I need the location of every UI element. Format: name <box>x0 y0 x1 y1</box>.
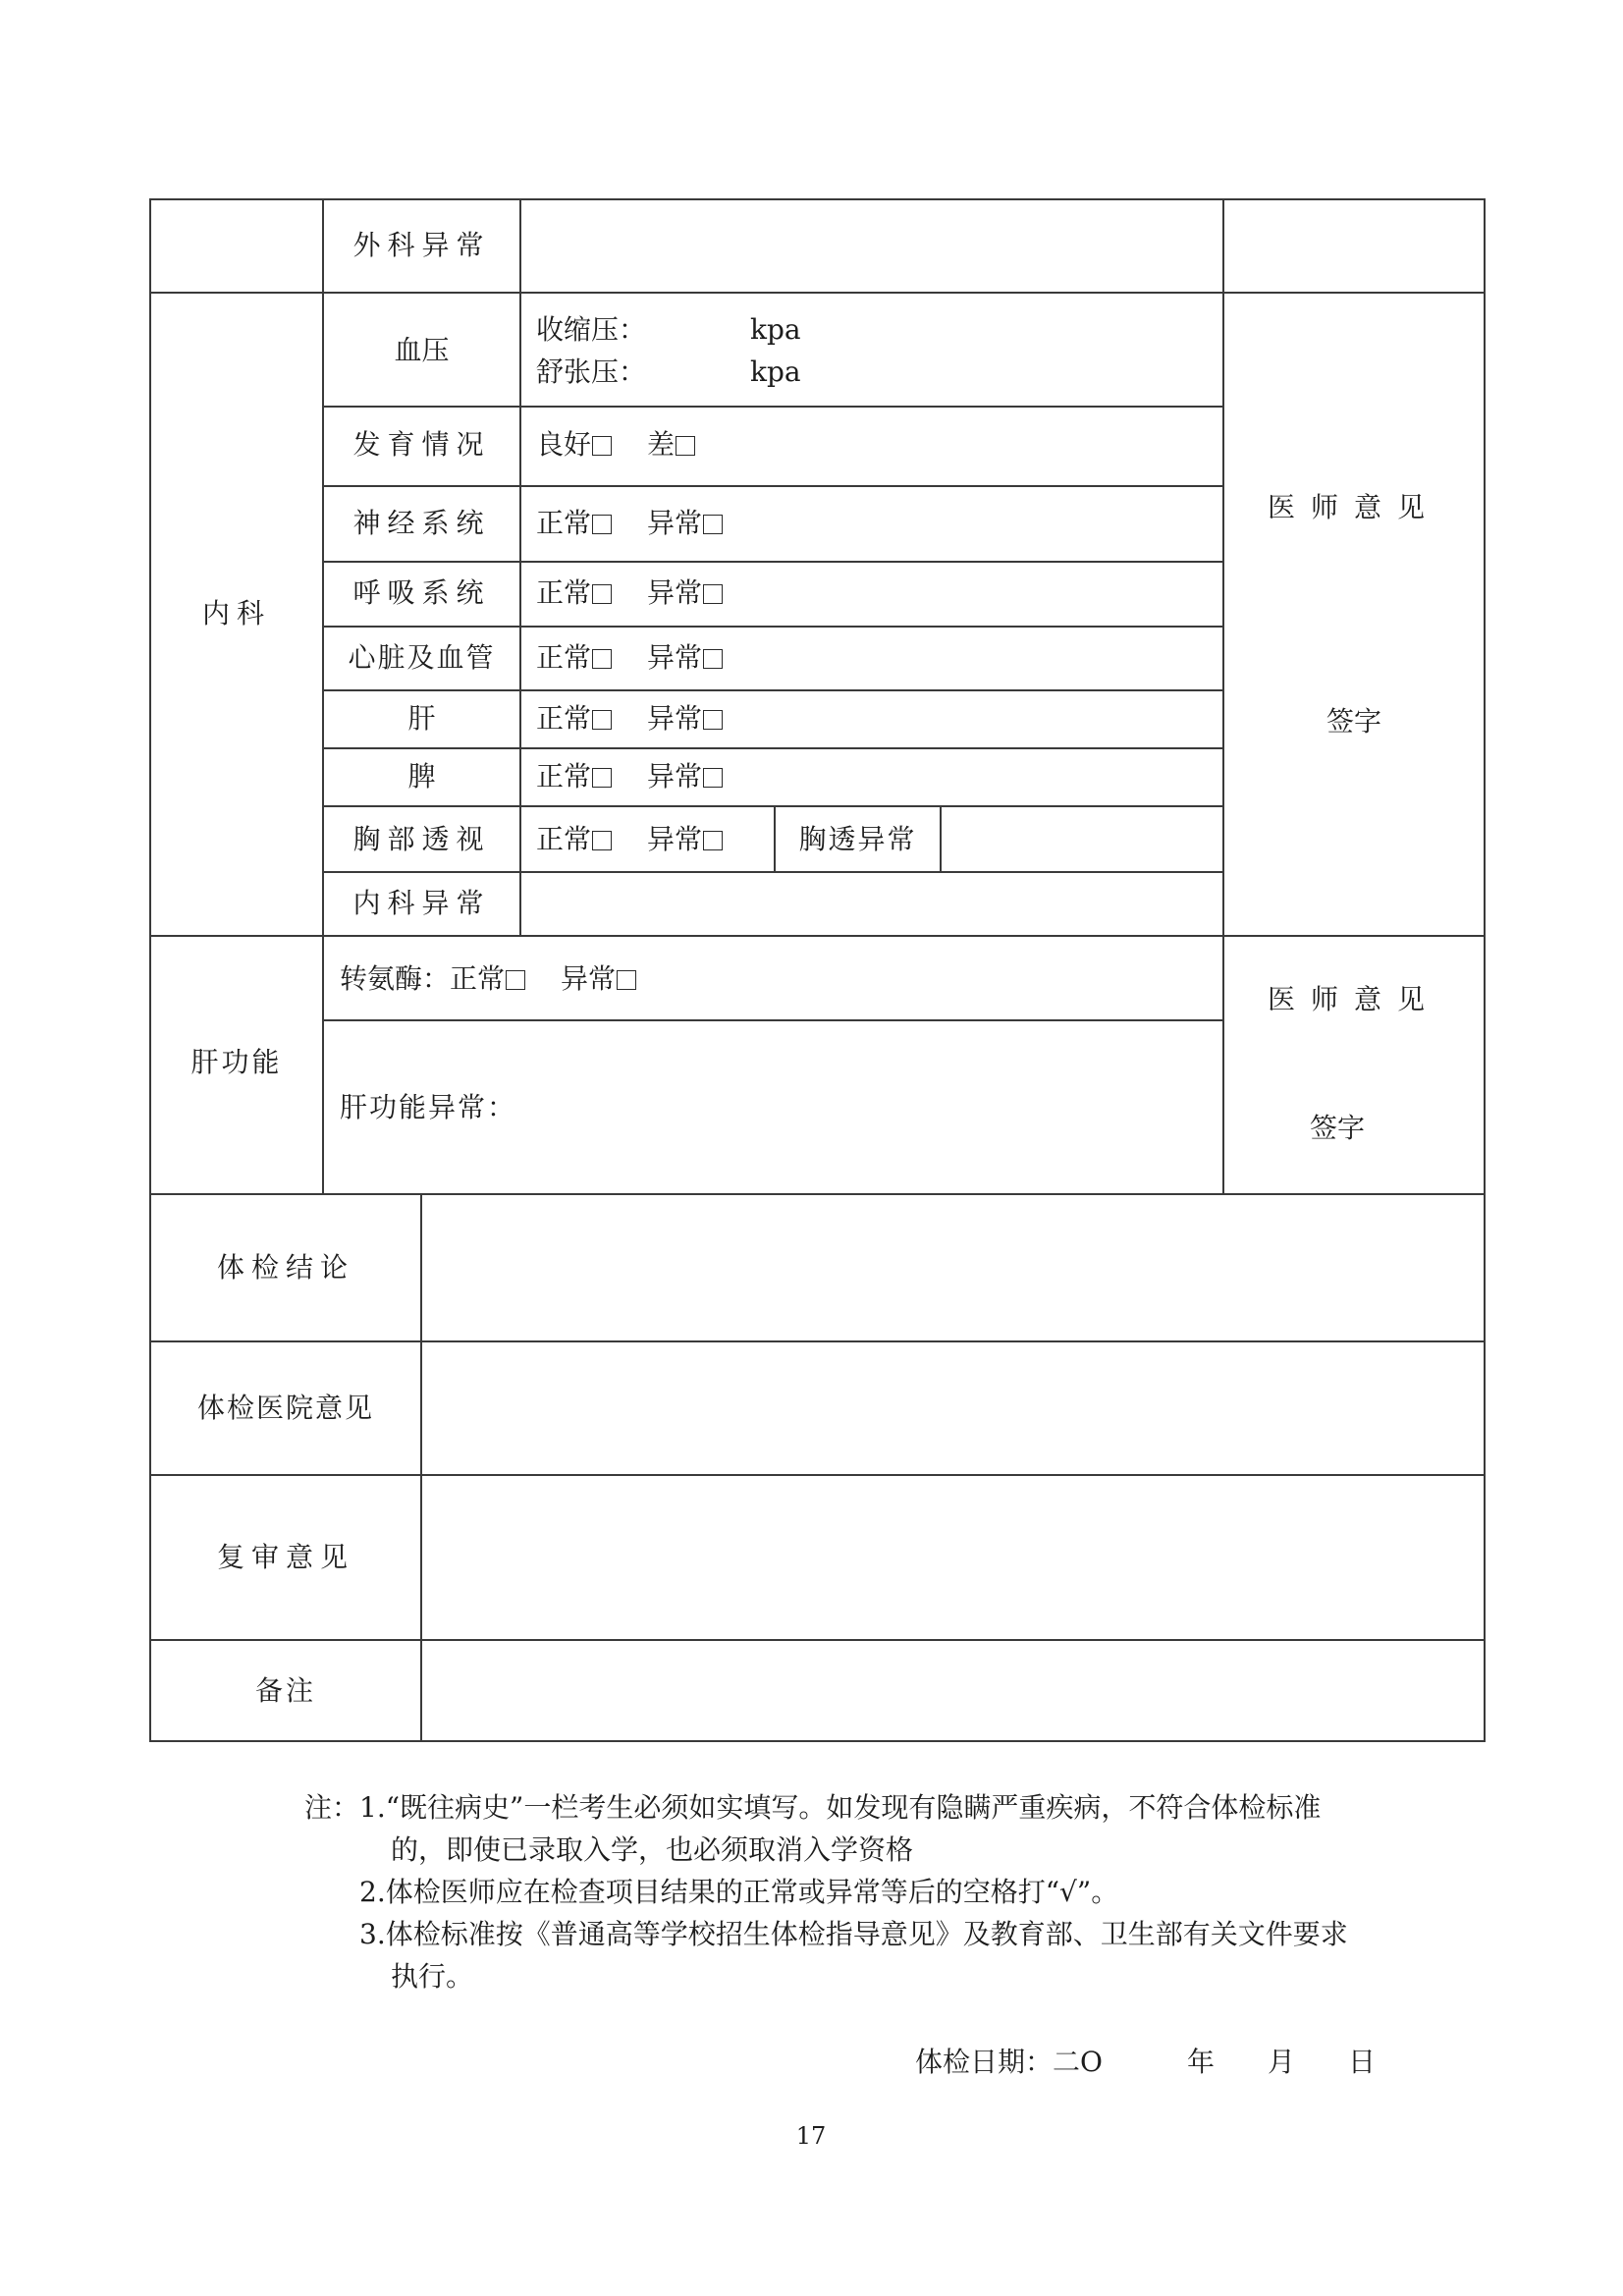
abnormal-option-label: 异常 <box>647 641 703 674</box>
row-divider <box>322 689 1223 691</box>
abnormal-checkbox[interactable] <box>703 768 723 788</box>
table-border-top <box>149 198 1486 200</box>
abnormal-option-label: 异常 <box>647 702 703 735</box>
col-divider <box>1222 198 1224 1195</box>
liver-function-label: 肝功能 <box>190 1046 283 1078</box>
normal-option-label: 正常 <box>536 576 592 609</box>
abnormal-option-label: 异常 <box>647 823 703 855</box>
systolic-unit: kpa <box>750 313 801 346</box>
row-divider <box>149 1340 1486 1342</box>
doctor-opinion-label: 医师意见 <box>1267 491 1440 523</box>
poor-checkbox[interactable] <box>676 436 695 456</box>
nervous-system-options <box>536 507 723 540</box>
abnormal-checkbox[interactable] <box>703 831 723 850</box>
col-divider <box>940 805 942 873</box>
liver-options <box>536 702 723 736</box>
normal-option-label: 正常 <box>450 962 506 995</box>
normal-checkbox[interactable] <box>592 768 612 788</box>
chest-xray-options <box>536 823 723 856</box>
exam-date-year: 年 <box>1186 2046 1215 2078</box>
spleen-options <box>536 760 723 793</box>
row-divider <box>322 871 1223 873</box>
col-divider <box>519 198 521 937</box>
abnormal-checkbox[interactable] <box>703 515 723 534</box>
development-label: 发育情况 <box>352 428 491 461</box>
liver-doctor-opinion-label: 医师意见 <box>1267 983 1440 1015</box>
nervous-system-label: 神经系统 <box>352 507 491 539</box>
abnormal-checkbox[interactable] <box>703 584 723 604</box>
alt-options <box>340 962 636 996</box>
development-options <box>536 428 695 462</box>
note-1-line-1: 1.“既往病史”一栏考生必须如实填写。如发现有隐瞒严重疾病，不符合体检标准 <box>359 1791 1322 1824</box>
row-divider <box>322 561 1223 563</box>
normal-checkbox[interactable] <box>506 970 525 990</box>
good-option-label: 良好 <box>536 428 592 461</box>
normal-checkbox[interactable] <box>592 710 612 730</box>
note-1-prefix: 注： <box>304 1791 360 1824</box>
abnormal-option-label: 异常 <box>647 576 703 609</box>
note-2: 2.体检医师应在检查项目结果的正常或异常等后的空格打“√”。 <box>359 1876 1119 1908</box>
blood-pressure-label: 血压 <box>394 334 450 366</box>
row-divider <box>149 1193 1486 1195</box>
normal-checkbox[interactable] <box>592 584 612 604</box>
note-3-line-1: 3.体检标准按《普通高等学校招生体检指导意见》及教育部、卫生部有关文件要求 <box>359 1918 1348 1950</box>
diastolic-unit: kpa <box>750 355 801 388</box>
diastolic-label: 舒张压： <box>536 355 647 388</box>
internal-abnormal-label: 内科异常 <box>352 887 491 919</box>
page-number: 17 <box>795 2122 827 2150</box>
good-checkbox[interactable] <box>592 436 612 456</box>
alt-label: 转氨酶： <box>340 962 451 995</box>
exam-date-label: 体检日期：二O <box>915 2046 1103 2078</box>
exam-date-month: 月 <box>1267 2046 1295 2078</box>
table-border-bottom <box>149 1740 1486 1742</box>
exam-date <box>915 2046 1376 2079</box>
internal-medicine-label: 内科 <box>201 597 271 629</box>
exam-conclusion-label: 体检结论 <box>216 1251 354 1284</box>
row-divider <box>322 406 1223 408</box>
normal-checkbox[interactable] <box>592 515 612 534</box>
remarks-label: 备注 <box>254 1674 316 1707</box>
normal-option-label: 正常 <box>536 823 592 855</box>
liver-function-abnormal-label: 肝功能异常： <box>340 1091 517 1123</box>
heart-options <box>536 641 723 675</box>
spleen-label: 脾 <box>407 760 436 793</box>
abnormal-checkbox[interactable] <box>617 970 636 990</box>
normal-option-label: 正常 <box>536 507 592 539</box>
systolic-label: 收缩压： <box>536 313 647 346</box>
row-divider <box>322 626 1223 628</box>
abnormal-option-label: 异常 <box>647 507 703 539</box>
heart-vessels-label: 心脏及血管 <box>348 641 496 674</box>
review-opinion-label: 复审意见 <box>216 1541 354 1573</box>
col-divider <box>420 1193 422 1742</box>
row-divider <box>149 292 1486 294</box>
abnormal-checkbox[interactable] <box>703 710 723 730</box>
surgery-abnormal-label: 外科异常 <box>352 229 491 261</box>
normal-checkbox[interactable] <box>592 649 612 669</box>
row-divider <box>322 805 1223 807</box>
chest-xray-label: 胸部透视 <box>352 823 491 855</box>
poor-option-label: 差 <box>647 428 676 461</box>
table-border-left <box>149 198 151 1742</box>
table-border-right <box>1484 198 1486 1742</box>
row-divider <box>322 1019 1223 1021</box>
note-1-line-2: 的，即使已录取入学，也必须取消入学资格 <box>391 1833 914 1866</box>
abnormal-checkbox[interactable] <box>703 649 723 669</box>
normal-option-label: 正常 <box>536 641 592 674</box>
row-divider <box>322 747 1223 749</box>
normal-checkbox[interactable] <box>592 831 612 850</box>
abnormal-option-label: 异常 <box>561 962 617 995</box>
row-divider <box>149 1639 1486 1641</box>
liver-label: 肝 <box>407 702 436 735</box>
row-divider <box>322 485 1223 487</box>
respiratory-options <box>536 576 723 610</box>
row-divider <box>149 935 1486 937</box>
exam-date-day: 日 <box>1348 2046 1377 2078</box>
liver-signature-label: 签字 <box>1309 1112 1365 1144</box>
row-divider <box>149 1474 1486 1476</box>
abnormal-option-label: 异常 <box>647 760 703 793</box>
chest-xray-abnormal-label: 胸透异常 <box>798 823 917 855</box>
respiratory-system-label: 呼吸系统 <box>352 576 491 609</box>
note-3-line-2: 执行。 <box>391 1960 474 1993</box>
hospital-opinion-label: 体检医院意见 <box>196 1392 374 1424</box>
normal-option-label: 正常 <box>536 760 592 793</box>
normal-option-label: 正常 <box>536 702 592 735</box>
signature-label: 签字 <box>1325 705 1381 738</box>
